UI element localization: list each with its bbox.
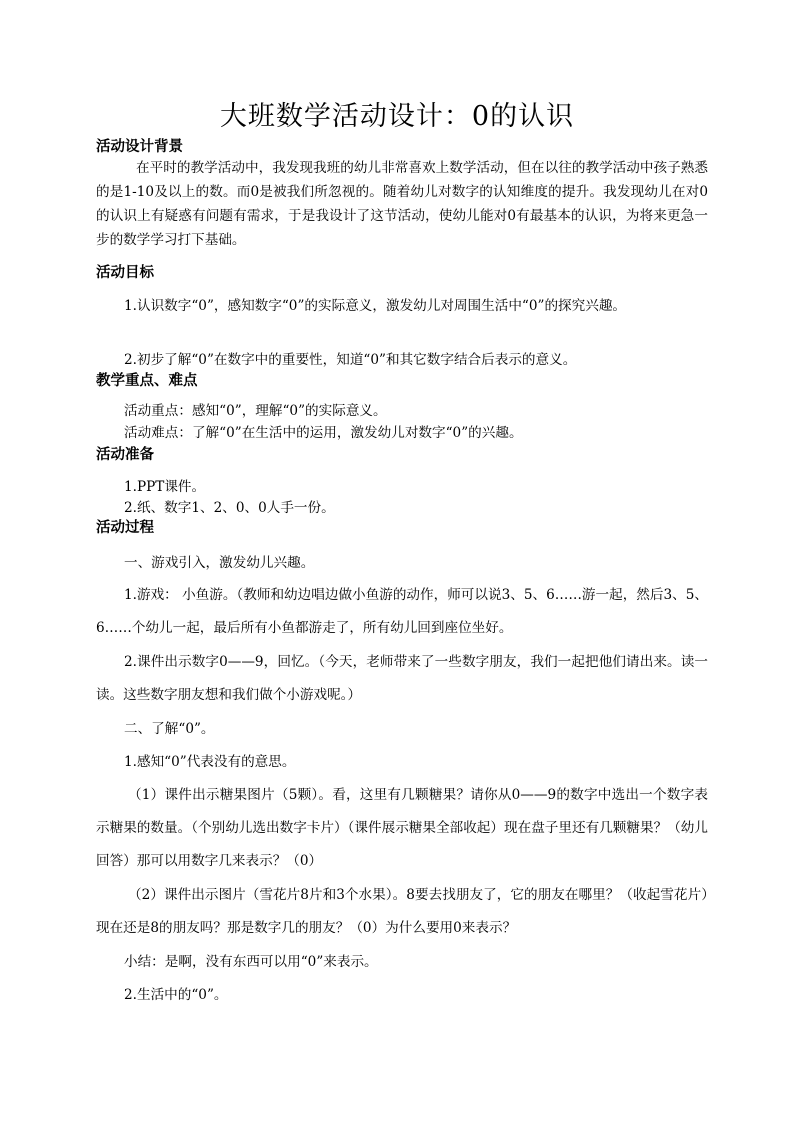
process-summary: 小结：是啊，没有东西可以用“0”来表示。 [124, 954, 378, 970]
preparation-item-2: 2.纸、数字1、2、0、0人手一份。 [124, 500, 335, 516]
keypoint-focus: 活动重点：感知“0”，理解“0”的实际意义。 [124, 403, 387, 419]
heading-process: 活动过程 [96, 520, 154, 536]
process-paragraph-4: （1）课件出示糖果图片（5颗）。看，这里有几颗糖果？请你从0——9的数字中选出一个数字表示糖果的数量。（个别幼儿选出数字卡片）（课件展示糖果全部收起）现在盘子里还有几颗糖果？（幼儿回答）那可以用数字几来表示？（0） [96, 787, 708, 869]
goal-item-1: 1.认识数字“0”，感知数字“0”的实际意义，激发幼儿对周围生活中“0”的探究兴趣。 [124, 298, 627, 314]
document-title: 大班数学活动设计：0的认识 [219, 101, 575, 132]
process-part-1: 一、游戏引入，激发幼儿兴趣。 [124, 555, 315, 571]
preparation-item-1: 1.PPT课件。 [124, 479, 206, 495]
heading-goals: 活动目标 [96, 265, 154, 281]
background-paragraph: 在平时的教学活动中，我发现我班的幼儿非常喜欢上数学活动，但在以往的教学活动中孩子熟悉的是1-10及以上的数。而0是被我们所忽视的。随着幼儿对数字的认知维度的提升。我发现幼儿在对0的认识上有疑惑有问题有需求，于是我设计了这节活动，使幼儿能对0有最基本的认识，为将来更急一步的数学学习打下基础。 [96, 160, 708, 248]
keypoint-difficulty: 活动难点：了解“0”在生活中的运用，激发幼儿对数字“0”的兴趣。 [124, 425, 523, 441]
heading-preparation: 活动准备 [96, 447, 154, 463]
process-part-2: 二、了解“0”。 [124, 721, 215, 737]
process-paragraph-5: （2）课件出示图片（雪花片8片和3个水果）。8要去找朋友了，它的朋友在哪里？（收起雪花片）现在还是8的朋友吗？那是数字几的朋友？（0）为什么要用0来表示？ [96, 887, 708, 936]
process-paragraph-1: 1.游戏： 小鱼游。（教师和幼边唱边做小鱼游的动作，师可以说3、5、6……游一起，然后3、5、6……个幼儿一起，最后所有小鱼都游走了，所有幼儿回到座位坐好。 [96, 587, 708, 636]
process-paragraph-2: 2.课件出示数字0——9，回忆。（今天，老师带来了一些数字朋友，我们一起把他们请出来。读一读。这些数字朋友想和我们做个小游戏呢。） [96, 654, 708, 703]
process-paragraph-3: 1.感知“0”代表没有的意思。 [124, 754, 296, 770]
heading-background: 活动设计背景 [96, 139, 183, 155]
goal-item-2: 2.初步了解“0”在数字中的重要性，知道“0”和其它数字结合后表示的意义。 [124, 352, 577, 368]
process-paragraph-6: 2.生活中的“0”。 [124, 987, 228, 1003]
heading-keypoints: 教学重点、难点 [96, 373, 198, 389]
